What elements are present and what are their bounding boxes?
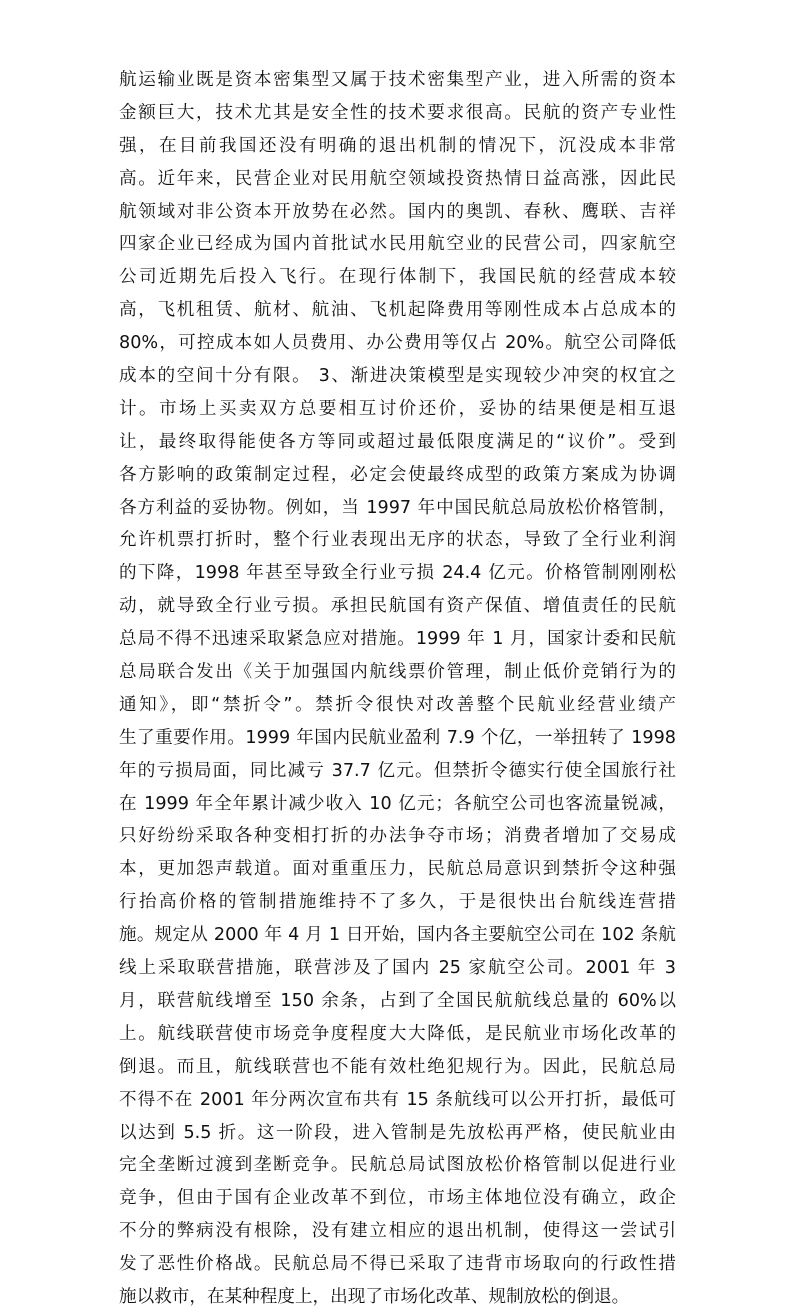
text-line: 的下降，1998 年甚至导致全行业亏损 24.4 亿元。价格管制刚刚松 xyxy=(119,563,676,584)
text-line: 倒退。而且，航线联营也不能有效杜绝犯规行为。因此，民航总局 xyxy=(119,1056,676,1077)
text-line: 航领域对非公资本开放势在必然。国内的奥凯、春秋、鹰联、吉祥 xyxy=(119,201,676,222)
text-line: 成本的空间十分有限。 3、渐进决策模型是实现较少冲突的权宜之 xyxy=(119,366,676,387)
text-line: 计。市场上买卖双方总要相互讨价还价，妥协的结果便是相互退 xyxy=(119,398,676,419)
text-line: 施。规定从 2000 年 4 月 1 日开始，国内各主要航空公司在 102 条航 xyxy=(119,925,676,946)
text-line: 行抬高价格的管制措施维持不了多久，于是很快出台航线连营措 xyxy=(119,892,676,913)
text-line: 年的亏损局面，同比减亏 37.7 亿元。但禁折令德实行使全国旅行社 xyxy=(119,760,676,781)
text-line: 四家企业已经成为国内首批试水民用航空业的民营公司，四家航空 xyxy=(119,234,676,255)
text-line: 本，更加怨声载道。面对重重压力，民航总局意识到禁折令这种强 xyxy=(119,859,676,880)
text-line: 总局不得不迅速采取紧急应对措施。1999 年 1 月，国家计委和民航 xyxy=(119,629,676,650)
text-line: 高。近年来，民营企业对民用航空领域投资热情日益高涨，因此民 xyxy=(119,168,676,189)
text-line: 发了恶性价格战。民航总局不得已采取了违背市场取向的行政性措 xyxy=(119,1254,676,1275)
text-line: 各方影响的政策制定过程，必定会使最终成型的政策方案成为协调 xyxy=(119,464,676,485)
text-line: 月，联营航线增至 150 余条，占到了全国民航航线总量的 60%以 xyxy=(119,990,676,1011)
text-line: 强，在目前我国还没有明确的退出机制的情况下，沉没成本非常 xyxy=(119,135,676,156)
text-line: 让，最终取得能使各方等同或超过最低限度满足的“议价”。受到 xyxy=(119,431,676,452)
text-line: 竞争，但由于国有企业改革不到位，市场主体地位没有确立，政企 xyxy=(119,1188,676,1209)
text-line: 金额巨大，技术尤其是安全性的技术要求很高。民航的资产专业性 xyxy=(119,102,676,123)
text-line: 总局联合发出《关于加强国内航线票价管理，制止低价竞销行为的 xyxy=(119,662,676,683)
text-line: 完全垄断过渡到垄断竞争。民航总局试图放松价格管制以促进行业 xyxy=(119,1155,676,1176)
text-line: 公司近期先后投入飞行。在现行体制下，我国民航的经营成本较 xyxy=(119,267,676,288)
text-line: 施以救市，在某种程度上，出现了市场化改革、规制放松的倒退。 xyxy=(119,1286,630,1307)
text-line: 允许机票打折时，整个行业表现出无序的状态，导致了全行业利润 xyxy=(119,530,676,551)
text-line: 动，就导致全行业亏损。承担民航国有资产保值、增值责任的民航 xyxy=(119,596,676,617)
text-line: 通知》，即“禁折令”。禁折令很快对改善整个民航业经营业绩产 xyxy=(119,694,676,715)
text-line: 不分的弊病没有根除，没有建立相应的退出机制，使得这一尝试引 xyxy=(119,1221,676,1242)
document-body xyxy=(119,64,676,1314)
text-line: 只好纷纷采取各种变相打折的办法争夺市场；消费者增加了交易成 xyxy=(119,826,676,847)
text-line: 线上采取联营措施，联营涉及了国内 25 家航空公司。2001 年 3 xyxy=(119,958,676,979)
text-line: 航运输业既是资本密集型又属于技术密集型产业，进入所需的资本 xyxy=(119,70,676,90)
text-line: 在 1999 年全年累计减少收入 10 亿元；各航空公司也客流量锐减， xyxy=(119,793,676,814)
text-line: 上。航线联营使市场竞争度程度大大降低，是民航业市场化改革的 xyxy=(119,1023,676,1044)
text-line: 高，飞机租赁、航材、航油、飞机起降费用等刚性成本占总成本的 xyxy=(119,300,676,321)
text-line: 生了重要作用。1999 年国内民航业盈利 7.9 个亿，一举扭转了 1998 xyxy=(119,727,676,748)
text-line: 各方利益的妥协物。例如，当 1997 年中国民航总局放松价格管制， xyxy=(119,497,676,518)
text-line: 不得不在 2001 年分两次宣布共有 15 条航线可以公开打折，最低可 xyxy=(119,1089,676,1110)
text-line: 80%，可控成本如人员费用、办公费用等仅占 20%。航空公司降低 xyxy=(119,333,676,354)
text-line: 以达到 5.5 折。这一阶段，进入管制是先放松再严格，使民航业由 xyxy=(119,1122,676,1143)
